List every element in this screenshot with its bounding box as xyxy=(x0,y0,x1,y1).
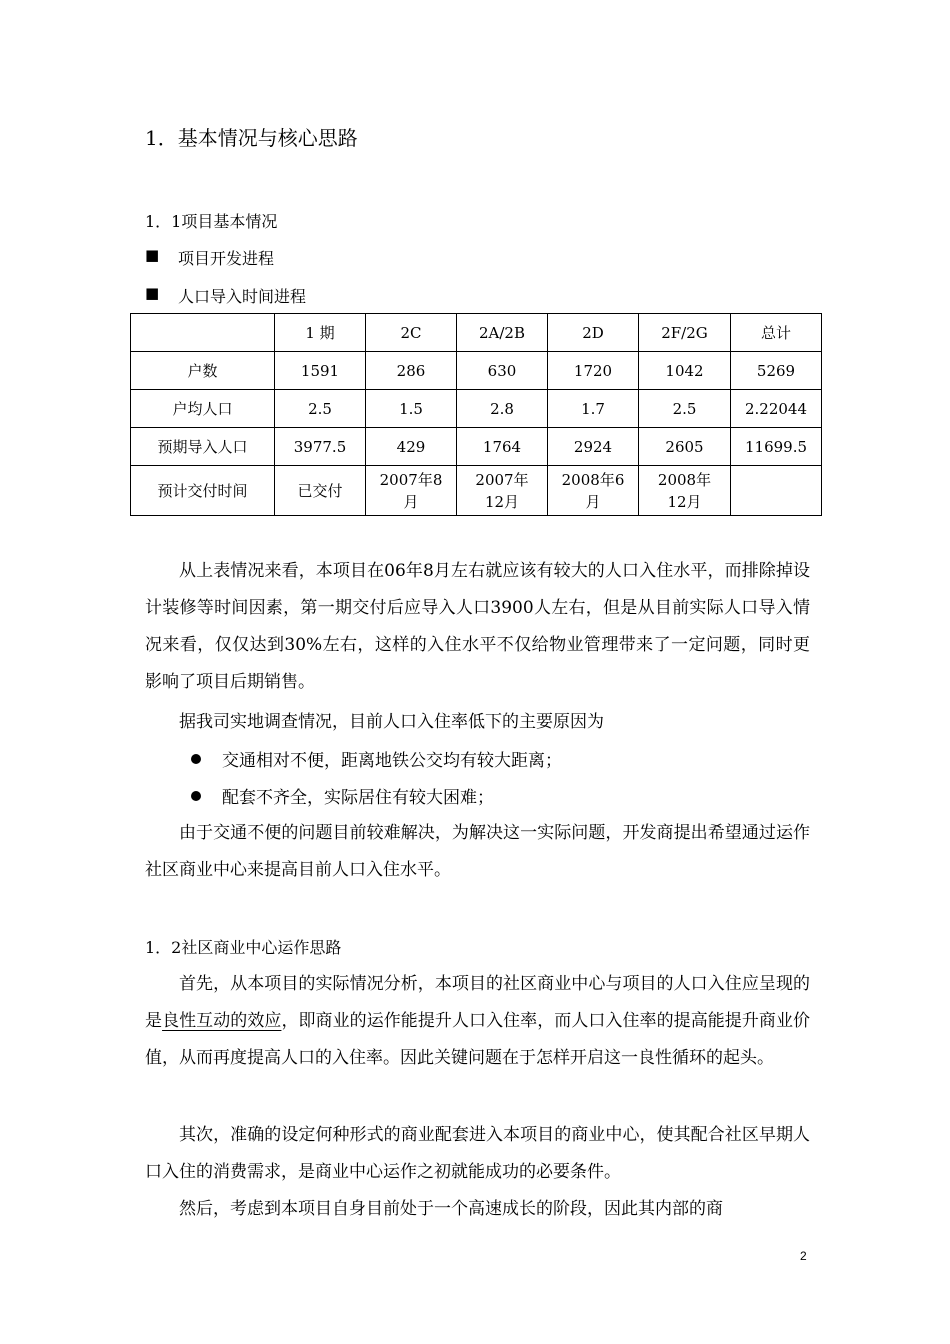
table-cell: 2605 xyxy=(639,428,731,466)
table-cell xyxy=(366,466,457,516)
paragraph-text: ，即商业的运作能提升人口入住率，而人口入住率的提高能提升商业价值，从而再度提高人口的入住率。因此关键问题在于怎样开启这一良性循环的起头。 xyxy=(145,1011,811,1068)
page-number: 2 xyxy=(800,1249,807,1263)
bullet-item-population: 人口导入时间进程 xyxy=(178,287,307,306)
square-bullet-icon: ■ xyxy=(145,246,160,264)
table-cell: 预计交付时间 xyxy=(131,466,275,516)
table-header-cell: 2F/2G xyxy=(639,314,731,352)
round-bullet-icon xyxy=(191,754,201,764)
table-cell xyxy=(457,466,548,516)
table-cell: 1764 xyxy=(457,428,548,466)
table-cell xyxy=(639,466,731,516)
cell-line: 12月 xyxy=(667,492,702,511)
subsection-title-1-1: 1．1项目基本情况 xyxy=(145,212,278,231)
table-row xyxy=(131,428,822,466)
paragraph-solution: 由于交通不便的问题目前较难解决，为解决这一实际问题，开发商提出希望通过运作社区商业中心来提高目前人口入住水平。 xyxy=(145,823,810,880)
table-cell: 1720 xyxy=(548,352,639,390)
cell-line: 月 xyxy=(585,492,601,511)
table-row xyxy=(131,390,822,428)
cell-line: 2008年 xyxy=(657,470,712,489)
table-cell: 2.8 xyxy=(457,390,548,428)
square-bullet-icon: ■ xyxy=(145,284,160,302)
table-cell: 预期导入人口 xyxy=(131,428,275,466)
table-header-cell: 1 期 xyxy=(275,314,366,352)
round-bullet-icon xyxy=(191,791,201,801)
paragraph-then: 然后，考虑到本项目自身目前处于一个高速成长的阶段，因此其内部的商 xyxy=(179,1199,723,1219)
cell-line: 2007年8 xyxy=(379,470,443,489)
table-cell: 1042 xyxy=(639,352,731,390)
table-cell: 户数 xyxy=(131,352,275,390)
bullet-item-traffic: 交通相对不便，距离地铁公交均有较大距离； xyxy=(222,751,562,771)
table-cell: 2.5 xyxy=(639,390,731,428)
underlined-phrase: 良性互动的效应 xyxy=(162,1011,282,1031)
table-cell: 3977.5 xyxy=(275,428,366,466)
table-cell: 2.22044 xyxy=(731,390,822,428)
table-cell: 286 xyxy=(366,352,457,390)
table-cell: 5269 xyxy=(731,352,822,390)
paragraph-first xyxy=(145,966,810,1077)
cell-line: 2008年6 xyxy=(561,470,625,489)
table-header-cell xyxy=(131,314,275,352)
paragraph-second: 其次，准确的设定何种形式的商业配套进入本项目的商业中心，使其配合社区早期人口入住的消费需求，是商业中心运作之初就能成功的必要条件。 xyxy=(145,1125,810,1182)
population-table xyxy=(130,313,822,516)
table-cell: 1591 xyxy=(275,352,366,390)
table-header-cell: 总计 xyxy=(731,314,822,352)
paragraph-text: 首先，从本项目的实际情况分析，本项目的社区商业中心与项目的人口入住应呈现的是 xyxy=(145,974,810,1031)
table-header-cell: 2D xyxy=(548,314,639,352)
subsection-title-1-2: 1．2社区商业中心运作思路 xyxy=(145,938,342,957)
bullet-item-facilities: 配套不齐全，实际居住有较大困难； xyxy=(222,788,494,808)
table-row xyxy=(131,466,822,516)
cell-line: 月 xyxy=(403,492,419,511)
table-header-row xyxy=(131,314,822,352)
table-cell: 11699.5 xyxy=(731,428,822,466)
cell-line: 12月 xyxy=(484,492,520,511)
section-heading: 1．基本情况与核心思路 xyxy=(145,126,358,150)
table-header-cell: 2C xyxy=(366,314,457,352)
table-row xyxy=(131,352,822,390)
table-cell: 630 xyxy=(457,352,548,390)
paragraph-reasons-intro: 据我司实地调查情况，目前人口入住率低下的主要原因为 xyxy=(179,712,604,732)
table-cell: 已交付 xyxy=(275,466,366,516)
bullet-item-progress: 项目开发进程 xyxy=(178,249,275,268)
table-cell: 1.5 xyxy=(366,390,457,428)
cell-line: 2007年 xyxy=(475,470,529,489)
table-cell: 户均人口 xyxy=(131,390,275,428)
table-cell: 2.5 xyxy=(275,390,366,428)
table-cell: 1.7 xyxy=(548,390,639,428)
table-cell xyxy=(548,466,639,516)
paragraph-analysis: 从上表情况来看，本项目在06年8月左右就应该有较大的人口入住水平，而排除掉设计装修等时间因素，第一期交付后应导入人口3900人左右，但是从目前实际人口导入情况来看，仅仅达到30%左右，这样的入住水平不仅给物业管理带来了一定问题，同时更影响了项目后期销售。 xyxy=(145,561,810,692)
table-cell xyxy=(731,466,822,516)
table-cell: 2924 xyxy=(548,428,639,466)
table-header-cell: 2A/2B xyxy=(457,314,548,352)
table-cell: 429 xyxy=(366,428,457,466)
